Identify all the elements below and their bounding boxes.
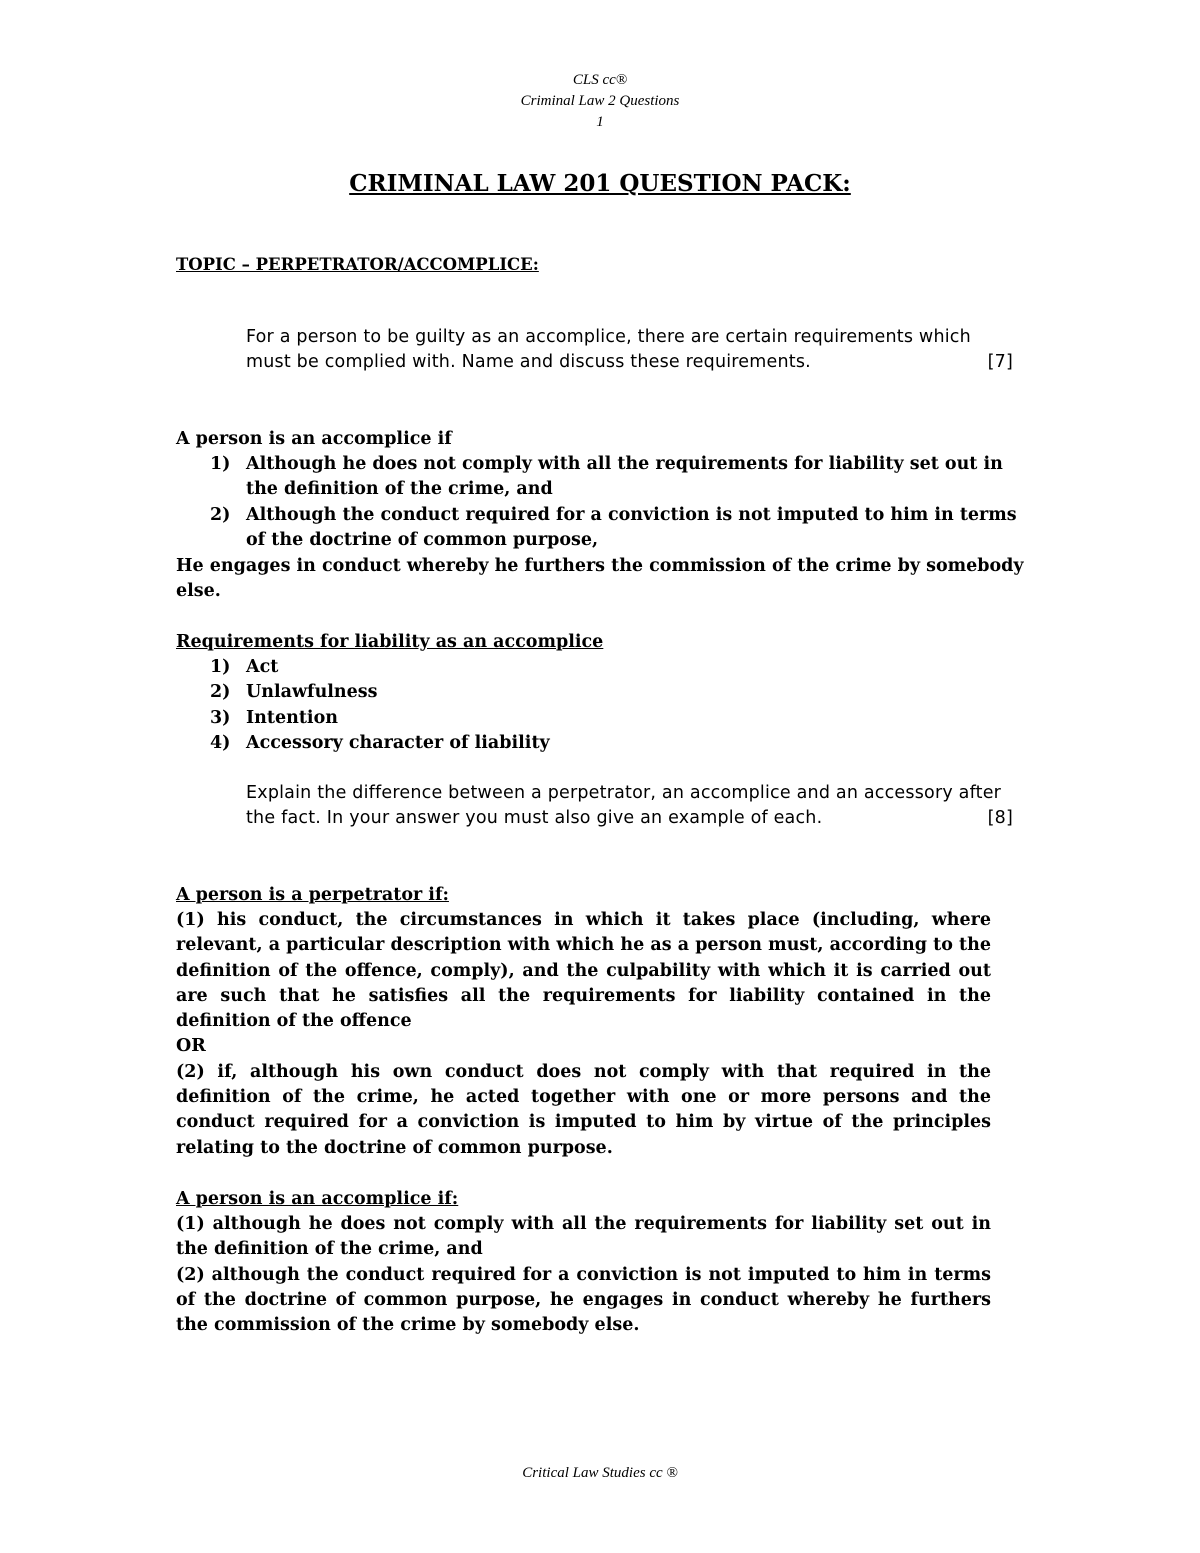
perpetrator-part-1: (1) his conduct, the circumstances in which it takes place (including, where relevant, a particular description with which he as a person must, according to the definition of the offence, comply), and the culpability with which it is carried out are such that he satisfies all the requirements for liability contained in the definition of the offence: [176, 910, 991, 1032]
question-1-mark: [7]: [987, 352, 1013, 373]
list-item-number: 4): [210, 732, 231, 753]
list-item-number: 2): [210, 682, 231, 703]
list-item: [210, 731, 1030, 756]
answer-1-conclusion: He engages in conduct whereby he furthers the commission of the crime by somebody else.: [176, 556, 1024, 602]
question-2: [246, 781, 1021, 832]
list-item-text: Although he does not comply with all the requirements for liability set out in the definition of the crime, and: [246, 454, 1003, 500]
requirements-heading: Requirements for liability as an accomplice: [176, 632, 604, 652]
list-item: [210, 655, 1030, 680]
question-1: [246, 325, 1021, 376]
list-item-number: 2): [210, 504, 231, 525]
perpetrator-or: OR: [176, 1036, 206, 1057]
list-item-text: Accessory character of liability: [246, 732, 550, 753]
list-item-text: Although the conduct required for a conviction is not imputed to him in terms of the doctrine of common purpose,: [246, 504, 1017, 550]
list-item-number: 1): [210, 657, 231, 677]
requirements-list: [210, 655, 1030, 756]
header-subject: Criminal Law 2 Questions: [520, 93, 680, 109]
page-header: [0, 70, 1200, 133]
list-item-number: 3): [210, 707, 231, 728]
list-item: [210, 706, 1030, 731]
answer-1-intro: A person is an accomplice if: [176, 429, 452, 449]
list-item: [210, 452, 1030, 503]
page-footer: Critical Law Studies cc ®: [522, 1465, 678, 1481]
accomplice-definition: [176, 1212, 991, 1338]
question-1-text: For a person to be guilty as an accomplice, there are certain requirements which must be complied with. Name and discuss these requirements.: [246, 327, 971, 373]
list-item-text: Act: [246, 657, 279, 677]
topic-heading: TOPIC – PERPETRATOR/ACCOMPLICE:: [176, 255, 539, 274]
list-item-number: 1): [210, 454, 231, 474]
perpetrator-definition: [176, 908, 991, 1161]
perpetrator-heading: A person is a perpetrator if:: [176, 885, 449, 905]
list-item-text: Intention: [246, 707, 338, 728]
perpetrator-part-2: (2) if, although his own conduct does not comply with that required in the definition of the crime, he acted together with one or more persons and the conduct required for a conviction is imputed to him by virtue of the principles relating to the doctrine of common purpose.: [176, 1061, 991, 1158]
accomplice-part-1: (1) although he does not comply with all the requirements for liability set out in the definition of the crime, and: [176, 1214, 991, 1260]
question-2-text: Explain the difference between a perpetrator, an accomplice and an accessory after the fact. In your answer you must also give an example of each.: [246, 783, 1002, 829]
list-item-text: Unlawfulness: [246, 682, 378, 703]
accomplice-heading: A person is an accomplice if:: [176, 1189, 459, 1209]
answer-1-list: [210, 452, 1030, 553]
header-company: CLS cc®: [572, 72, 628, 88]
list-item: [210, 503, 1030, 554]
list-item: [210, 680, 1030, 705]
question-2-mark: [8]: [987, 808, 1013, 829]
document-title: CRIMINAL LAW 201 QUESTION PACK:: [349, 170, 851, 197]
accomplice-part-2: (2) although the conduct required for a conviction is not imputed to him in terms of the doctrine of common purpose, he engages in conduct whereby he furthers the commission of the crime by somebody else.: [176, 1264, 991, 1336]
header-page-number: 1: [596, 114, 604, 130]
